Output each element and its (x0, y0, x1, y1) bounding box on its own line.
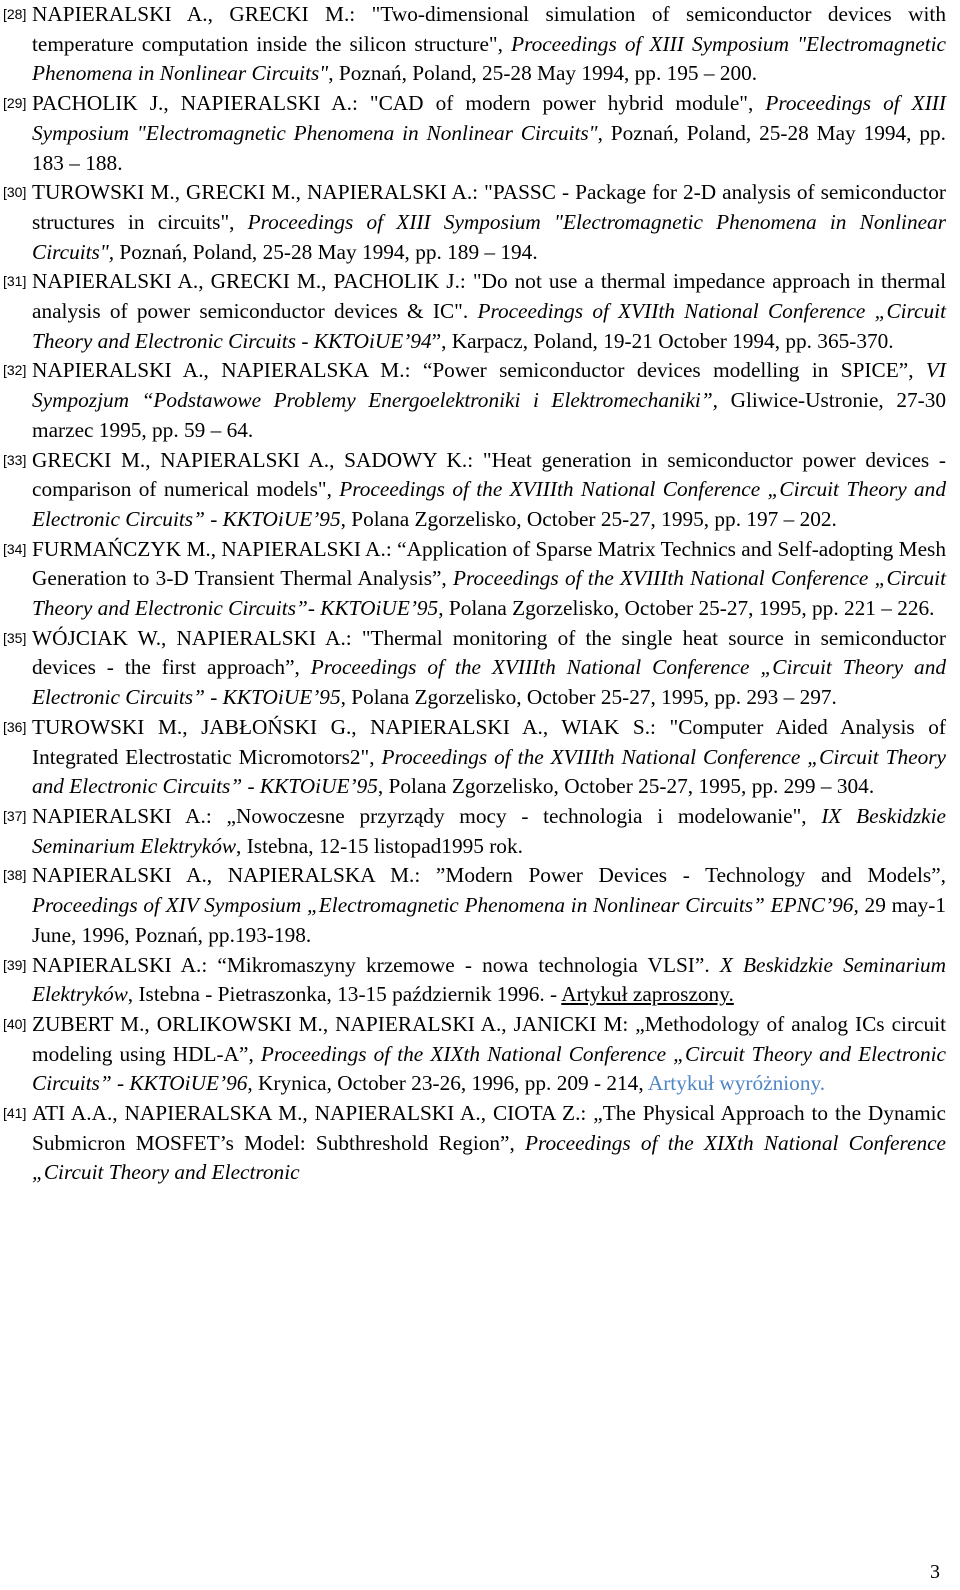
reference-text: : “Mikromaszyny krzemowe - nowa technologia VLSI”. (201, 952, 720, 977)
reference-authors: NAPIERALSKI A., NAPIERALSKA M. (32, 358, 405, 383)
reference-number: [31] (3, 273, 27, 290)
reference-number: [34] (3, 540, 27, 557)
reference-item (0, 951, 946, 1010)
reference-text: : “Application of Sparse Matrix Technics and Self-adopting Mesh Generation to 3-D Transient Thermal Analysis”, (32, 536, 946, 591)
reference-venue: Proceedings of the XVIIIth National Conference „Circuit Theory and Electronic Circuits”- KKTOiUE’95 (32, 566, 946, 621)
reference-authors: TUROWSKI M., JABŁOŃSKI G., NAPIERALSKI A., WIAK S. (32, 714, 651, 739)
reference-number: [28] (3, 6, 27, 22)
reference-authors: ZUBERT M., ORLIKOWSKI M., NAPIERALSKI A., JANICKI M (32, 1011, 623, 1036)
reference-authors: WÓJCIAK W., NAPIERALSKI A. (32, 625, 346, 650)
reference-venue: X Beskidzkie Seminarium Elektryków (32, 952, 947, 1007)
reference-item (0, 1099, 946, 1188)
reference-text: : "Thermal monitoring of the single heat source in semiconductor devices - the first approach”, (32, 625, 946, 680)
reference-tail: , Polana Zgorzelisko, October 25-27, 1995, pp. 293 – 297. (340, 685, 837, 710)
reference-venue: IX Beskidzkie Seminarium Elektryków (32, 803, 947, 858)
reference-text: : "Heat generation in semiconductor power devices - comparison of numerical models", (32, 447, 947, 502)
reference-tail: ”, Karpacz, Poland, 19-21 October 1994, pp. 365-370. (431, 328, 894, 353)
reference-tail: , Poznań, Poland, 25-28 May 1994, pp. 183 – 188. (32, 120, 946, 175)
reference-venue: Proceedings of the XVIIIth National Conference „Circuit Theory and Electronic Circuits” - KKTOiUE’95 (32, 744, 946, 799)
reference-item (0, 178, 946, 267)
reference-authors: NAPIERALSKI A., GRECKI M. (32, 2, 350, 26)
reference-number: [35] (3, 629, 27, 646)
reference-text: : „Nowoczesne przyrządy mocy - technologia i modelowanie", (205, 803, 822, 828)
reference-text: : "Two-dimensional simulation of semiconductor devices with temperature computation inside the silicon structure", (32, 2, 946, 56)
reference-authors: ATI A.A., NAPIERALSKA M., NAPIERALSKI A., CIOTA Z. (32, 1101, 581, 1126)
reference-tail: , Istebna - Pietraszonka, 13-15 październik 1996. - (127, 982, 562, 1007)
reference-item (0, 0, 946, 89)
reference-tail: , Istebna, 12-15 listopad1995 rok. (236, 833, 523, 858)
reference-tail: Poznań, Poland, 25-28 May 1994, pp. 189 – 194. (114, 239, 538, 264)
reference-tail: , Polana Zgorzelisko, October 25-27, 1995, pp. 299 – 304. (377, 774, 875, 799)
reference-number: [30] (3, 184, 27, 201)
reference-number: [32] (3, 362, 27, 379)
reference-item (0, 267, 946, 356)
reference-venue: Proceedings of the XVIIIth National Conference „Circuit Theory and Electronic Circuits” - KKTOiUE’95 (32, 655, 947, 710)
reference-venue: Proceedings of the XIXth National Conference „Circuit Theory and Electronic (32, 1130, 946, 1185)
reference-tail: , Poznań, Poland, 25-28 May 1994, pp. 195 – 200. (328, 61, 758, 86)
reference-text: : “Power semiconductor devices modelling in SPICE”, (404, 358, 926, 383)
reference-venue: Proceedings of XVIIth National Conference „Circuit Theory and Electronic Circuits - KKTOiUE’94 (32, 299, 946, 353)
reference-number: [39] (3, 956, 27, 973)
reference-text: : "Do not use a thermal impedance approach in thermal analysis of power semiconductor devices & IC". (32, 269, 946, 324)
reference-number: [38] (3, 867, 27, 884)
reference-authors: FURMAŃCZYK M., NAPIERALSKI A. (32, 536, 386, 561)
reference-authors: GRECKI M., NAPIERALSKI A., SADOWY K. (32, 447, 468, 472)
reference-item (0, 1010, 946, 1099)
reference-text: : ”Modern Power Devices - Technology and Models”, (414, 863, 946, 888)
reference-venue: Proceedings of the XVIIIth National Conference „Circuit Theory and Electronic Circuits” - KKTOiUE’95 (32, 477, 946, 531)
reference-authors: PACHOLIK J., NAPIERALSKI A. (32, 91, 352, 116)
reference-item (0, 446, 946, 535)
reference-venue: Proceedings of XIII Symposium "Electromagnetic Phenomena in Nonlinear Circuits", (32, 209, 946, 264)
reference-authors: NAPIERALSKI A., GRECKI M., PACHOLIK J. (32, 269, 460, 294)
reference-item (0, 802, 946, 861)
reference-venue: Proceedings of XIII Symposium "Electromagnetic Phenomena in Nonlinear Circuits" (32, 31, 946, 86)
reference-number: [41] (3, 1105, 27, 1122)
reference-authors: NAPIERALSKI A., NAPIERALSKA M. (32, 863, 415, 888)
reference-venue: VI Sympozjum “Podstawowe Problemy Energoelektroniki i Elektromechaniki”, (32, 358, 946, 413)
reference-authors: NAPIERALSKI A. (32, 952, 202, 977)
reference-tail: Gliwice-Ustronie, 27-30 marzec 1995, pp. 59 – 64. (32, 388, 946, 442)
reference-authors: NAPIERALSKI A. (32, 803, 206, 828)
reference-authors: TUROWSKI M., GRECKI M., NAPIERALSKI A. (32, 180, 473, 205)
reference-number: [37] (3, 807, 27, 824)
reference-number: [36] (3, 718, 27, 735)
page-number: 3 (930, 1561, 940, 1583)
reference-tail: , Krynica, October 23-26, 1996, pp. 209 - 214, (247, 1071, 648, 1096)
distinguished-article-note: Artykuł wyróżniony. (647, 1071, 826, 1096)
reference-text: : "CAD of modern power hybrid module", (351, 91, 766, 116)
reference-item (0, 535, 946, 624)
reference-item (0, 861, 946, 950)
reference-number: [40] (3, 1015, 27, 1032)
reference-text: : „Methodology of analog ICs circuit modeling using HDL-A”, (32, 1011, 946, 1066)
reference-item (0, 624, 946, 713)
reference-tail: , Polana Zgorzelisko, October 25-27, 1995, pp. 221 – 226. (438, 596, 935, 621)
reference-item (0, 89, 946, 178)
reference-text: : „The Physical Approach to the Dynamic Submicron MOSFET’s Model: Subthreshold Region”, (32, 1101, 946, 1155)
reference-number: [29] (3, 95, 27, 112)
reference-text: : "PASSC - Package for 2-D analysis of semiconductor structures in circuits", (32, 180, 946, 234)
reference-number: [33] (3, 451, 27, 468)
reference-venue: Proceedings of XIII Symposium "Electromagnetic Phenomena in Nonlinear Circuits" (32, 91, 946, 145)
invited-article-note: Artykuł zaproszony. (561, 982, 734, 1007)
reference-text: : "Computer Aided Analysis of Integrated Electrostatic Micromotors2", (32, 714, 947, 769)
reference-tail: , Polana Zgorzelisko, October 25-27, 1995, pp. 197 – 202. (340, 506, 837, 531)
reference-tail: 29 may-1 June, 1996, Poznań, pp.193-198. (32, 893, 946, 947)
reference-venue: Proceedings of XIV Symposium „Electromagnetic Phenomena in Nonlinear Circuits” EPNC’96, (32, 893, 859, 918)
reference-item (0, 356, 946, 445)
reference-item (0, 713, 946, 802)
reference-venue: Proceedings of the XIXth National Conference „Circuit Theory and Electronic Circuits” - KKTOiUE’96 (32, 1041, 946, 1096)
